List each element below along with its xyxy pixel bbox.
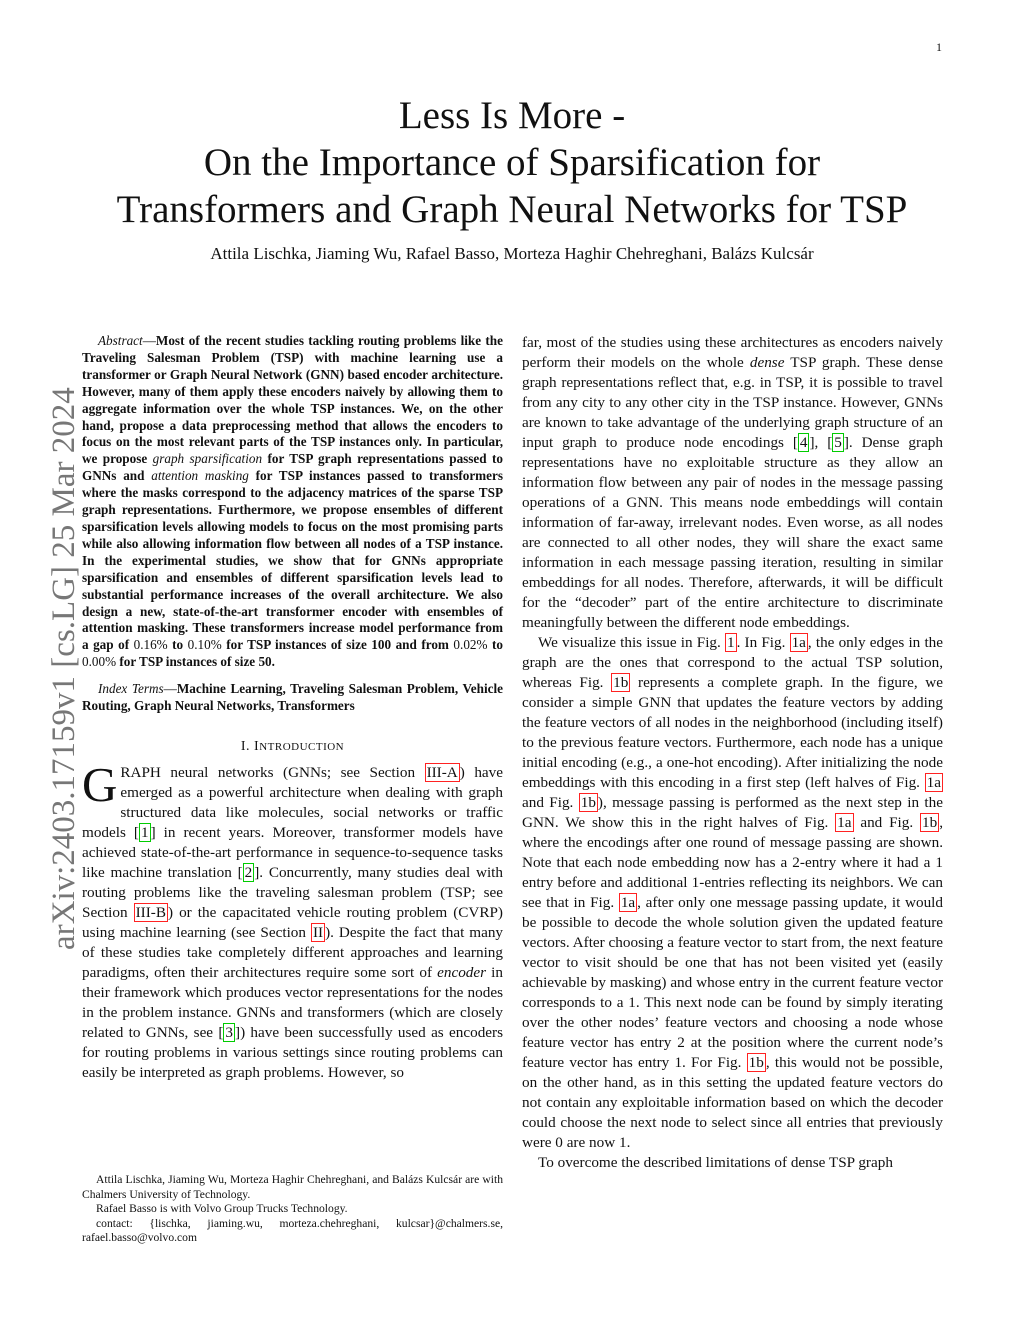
figure-link[interactable]: 1b bbox=[580, 794, 596, 811]
figure-link[interactable]: 1a bbox=[620, 894, 636, 911]
body-paragraph: We visualize this issue in Fig. 1 . In Fig. 1a , the only edges in the graph are the ones that correspond to the actual TSP solution, whereas Fig. 1b represents a complete graph. In the figure, we consider a simple GNN that updates the feature vectors by adding the feature vectors of all nodes in the neighborhood (including itself) to the previous feature vectors. Furthermore, each node has a unique initial encoding (e.g., a one-hot encoding). After initializing the node embeddings with this encoding in a first step (left halves of Fig. 1a and Fig. 1b ), message passing is performed as the next step in the GNN. We show this in the right halves of Fig. 1a and Fig. 1b , where the encodings after one round of message passing are shown. Note that each node embedding now has a 2-entry where it had a 1 entry before and additional 1-entries reflecting its neighbors. We can see that in Fig. 1a , after only one message passing update, it would be possible to decode the whole solution given the updated feature vectors. After choosing a feature vector to start from, the next feature vector to visit should be one that has not been visited yet (easily achievable by masking) and whose entry in the current feature vector corresponds to a 1. This next node can be found by simply iterating over the other nodes’ feature vectors and choosing a node whose feature vector has entry 2 at the position where the current node’s feature vector has entry 1. For Fig. 1b , this would not be possible, on the other hand, as in this setting the updated feature vectors do not contain any exploitable information based on which the decoder could choose the next node to select since all entries that previously were 0 are now 1. bbox=[522, 634, 944, 1151]
citation-link[interactable]: 4 bbox=[799, 434, 808, 451]
figure-link[interactable]: 1b bbox=[922, 814, 938, 831]
abstract-label: Abstract bbox=[98, 333, 143, 348]
body-paragraph: To overcome the described limitations of dense TSP graph bbox=[538, 1154, 893, 1171]
citation-link[interactable]: 2 bbox=[244, 863, 253, 881]
figure-link[interactable]: 1b bbox=[748, 1054, 764, 1071]
figure-link[interactable]: 1a bbox=[791, 634, 806, 651]
figure-link[interactable]: 1b bbox=[613, 674, 629, 691]
citation-link[interactable]: 1 bbox=[140, 823, 149, 841]
footnote-affiliation-volvo: Rafael Basso is with Volvo Group Trucks Technology. bbox=[96, 1202, 348, 1215]
figure-link[interactable]: 1 bbox=[726, 634, 735, 651]
section-heading-introduction: I. INTRODUCTION bbox=[240, 738, 345, 754]
citation-link[interactable]: 3 bbox=[225, 1023, 234, 1041]
title-line-2: On the Importance of Sparsification for bbox=[203, 141, 821, 184]
section-link[interactable]: III-B bbox=[135, 903, 166, 921]
section-link[interactable]: II bbox=[312, 923, 324, 941]
paper-title bbox=[0, 92, 1024, 233]
abstract: Abstract—Most of the recent studies tackling routing problems like the Traveling Salesman Problem (TSP) with machine learning use a transformer or Graph Neural Network (GNN) based encoder architecture. However, many of them apply these encoders naively by allowing them to aggregate information over the whole TSP instances. We, on the other hand, propose a data preprocessing method that allows the encoders to focus on the most relevant parts of the TSP instances only. In particular, we propose graph sparsification for TSP graph representations passed to GNNs and attention masking for TSP instances passed to transformers where the masks correspond to the adjacency matrices of the sparse TSP graph representations. Furthermore, we propose ensembles of different sparsification levels allowing models to focus on the most promising parts while also allowing information flow between all nodes of a TSP instance. In the experimental studies, we show that for GNNs appropriate sparsification and ensembles of different sparsification levels lead to substantial performance increases of the overall architecture. We also design a new, state-of-the-art transformer encoder with ensembles of attention masking. These transformers increase model performance from a gap of 0.16% to 0.10% for TSP instances of size 100 and from 0.02% to 0.00% for TSP instances of size 50. bbox=[82, 333, 503, 670]
page-number: 1 bbox=[936, 40, 942, 54]
title-line-1: Less Is More - bbox=[398, 94, 626, 137]
drop-cap: G bbox=[82, 756, 118, 812]
left-column bbox=[82, 333, 503, 1083]
footnotes bbox=[82, 1173, 503, 1246]
figure-link[interactable]: 1a bbox=[926, 774, 941, 791]
arxiv-stamp: arXiv:2403.17159v1 [cs.LG] 25 Mar 2024 bbox=[46, 387, 82, 950]
title-line-3: Transformers and Graph Neural Networks for TSP bbox=[116, 188, 908, 231]
index-terms: Index Terms—Machine Learning, Traveling Salesman Problem, Vehicle Routing, Graph Neural Networks, Transformers bbox=[82, 681, 503, 714]
body-paragraph: far, most of the studies using these architectures as encoders naively perform their models on the whole dense TSP graph. These dense graph representations reflect that, e.g. in TSP, it is possible to travel from any city to any other city in the TSP instance. However, GNNs are known to take advantage of the underlying graph structure of an input graph to produce node encodings [ 4 ], [ 5 ]. Dense graph representations have no exploitable structure as they allow an information flow between any pair of nodes in the message passing operations of a GNN. This means node embeddings will contain information of far-away, irrelevant nodes. Even worse, as all nodes are connected to all other nodes, they will share the exact same information in each message passing iteration, resulting in similar embeddings for all nodes. Therefore, afterwards, it will be difficult for the “decoder” part of the entire architecture to discriminate meaningfully between the different node embeddings. bbox=[522, 334, 944, 631]
intro-paragraph: GRAPH neural networks (GNNs; see Section III-A ) have emerged as a powerful architecture when dealing with graph structured data like molecules, social networks or traffic models [ 1 ] in recent years. Moreover, transformer models have achieved state-of-the-art performance in sequence-to-sequence tasks like machine translation [ 2 ]. Concurrently, many studies deal with routing problems like the traveling salesman problem (TSP; see Section III-B ) or the capacitated vehicle routing problem (CVRP) using machine learning (see Section II ). Despite the fact that many of these studies take completely different approaches and learning paradigms, often their architectures require some sort of encoder in their framework which produces vector representations for the nodes in the problem instance. GNNs and transformers (which are closely related to GNNs, see [ 3 ]) have been successfully used as encoders for routing problems in various settings since routing problems can easily be interpreted as graph problems. However, so bbox=[82, 756, 504, 1081]
footnote-contact: contact: {lischka, jiaming.wu, morteza.chehreghani, kulcsar}@chalmers.se, rafael.basso@volvo.com bbox=[82, 1216, 503, 1244]
section-link[interactable]: III-A bbox=[426, 763, 458, 781]
footnote-affiliation-chalmers: Attila Lischka, Jiaming Wu, Morteza Haghir Chehreghani, and Balázs Kulcsár are with Chalmers University of Technology. bbox=[82, 1173, 503, 1201]
citation-link[interactable]: 5 bbox=[834, 434, 842, 451]
index-terms-label: Index Terms bbox=[98, 681, 164, 697]
author-list: Attila Lischka, Jiaming Wu, Rafael Basso, Morteza Haghir Chehreghani, Balázs Kulcsár bbox=[210, 244, 814, 263]
right-column bbox=[522, 333, 943, 1173]
figure-link[interactable]: 1a bbox=[837, 814, 852, 831]
